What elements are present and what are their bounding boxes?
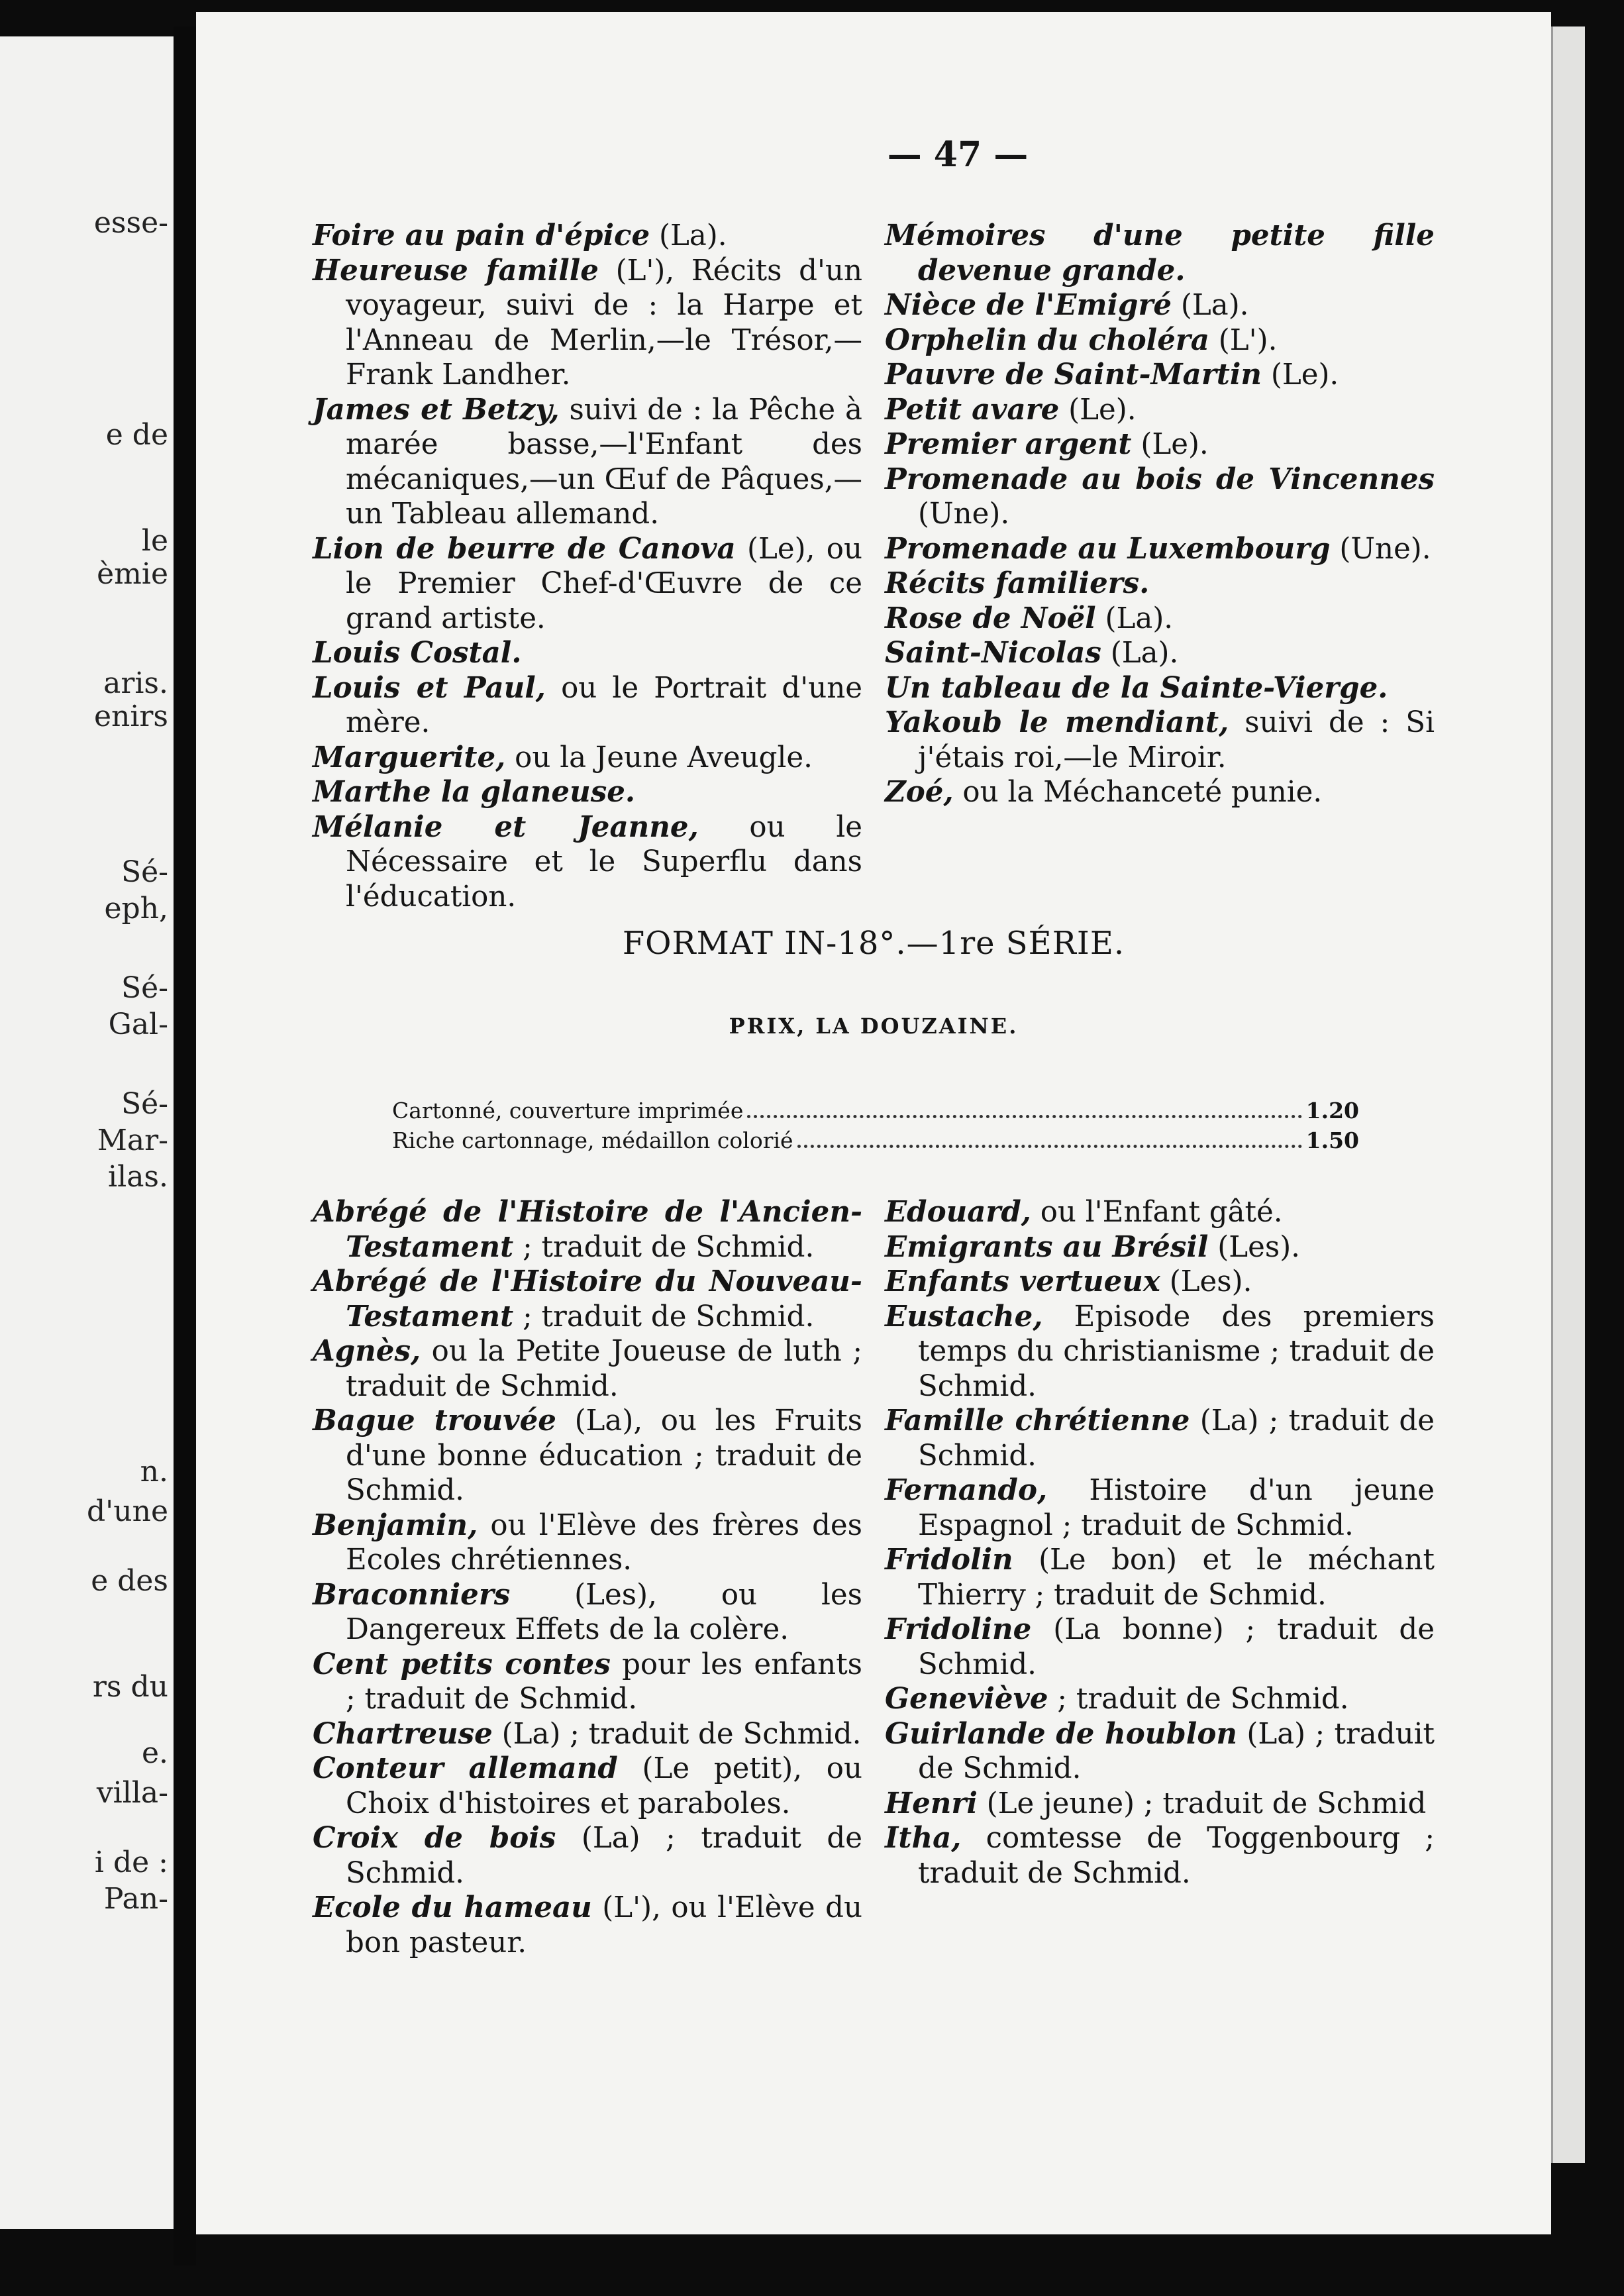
price-heading: PRIX, LA DOUZAINE. — [729, 1014, 1019, 1039]
price-value: 1.20 — [1305, 1098, 1359, 1123]
entry-text: ou la Petite Joueuse de luth ; traduit de Schmid. — [346, 1335, 862, 1403]
entry-title: Un tableau de la Sainte-Vierge. — [885, 670, 1388, 705]
entry-title: Eustache, — [885, 1299, 1043, 1333]
entry-text: (L'). — [1209, 323, 1278, 357]
entry-text: (Le). — [1059, 393, 1137, 427]
entry-title: Fernando, — [885, 1473, 1048, 1507]
entry-text: (Le). — [1131, 428, 1209, 461]
entry-title: Nièce de l'Emigré — [885, 288, 1172, 322]
entry-title: Saint-Nicolas — [885, 636, 1101, 670]
entry-text: (La). — [1101, 637, 1179, 670]
catalog-entry — [313, 1508, 862, 1578]
left-page-text: ilas. — [108, 1160, 168, 1194]
entry-text: (La) ; traduit de Schmid. — [346, 1822, 862, 1890]
left-page-text: e des — [91, 1564, 168, 1598]
left-page-text: Gal- — [108, 1008, 168, 1041]
catalog-entry — [885, 1543, 1435, 1612]
entry-title: Guirlande de houblon — [885, 1716, 1237, 1751]
catalog-entry — [885, 393, 1435, 428]
left-page-text: le — [141, 524, 168, 558]
catalog-entry — [885, 601, 1435, 637]
entry-title: Mémoires d'une petite fille devenue grande. — [885, 219, 1435, 287]
entry-text: (La) ; traduit de Schmid. — [918, 1404, 1435, 1473]
book-gutter — [174, 26, 196, 2266]
price-label: Riche cartonnage, médaillon colorié — [392, 1127, 793, 1153]
entry-title: Zoé, — [885, 775, 954, 809]
entry-title: Benjamin, — [313, 1508, 478, 1542]
entry-title: Premier argent — [885, 427, 1132, 461]
catalog-entry — [313, 741, 862, 776]
entry-title: Louis et Paul, — [313, 670, 546, 705]
catalog-entry — [313, 1717, 862, 1752]
catalog-entry — [885, 1404, 1435, 1473]
entry-text: (Le), ou le Premier Chef-d'Œuvre de ce grand artiste. — [346, 532, 863, 635]
catalog-entry — [885, 219, 1435, 288]
left-page-text: Pan- — [103, 1882, 168, 1916]
entry-text: (La). — [650, 219, 727, 252]
entry-title: Yakoub le mendiant, — [885, 705, 1229, 739]
left-page-text: eph, — [104, 892, 168, 925]
entry-text: Episode des premiers temps du christianisme ; traduit de Schmid. — [918, 1300, 1435, 1403]
price-list — [392, 1096, 1359, 1155]
entry-text: (La), ou les Fruits d'une bonne éducation ; traduit de Schmid. — [346, 1404, 862, 1507]
entry-title: James et Betzy, — [313, 392, 560, 427]
leader-dots — [797, 1145, 1302, 1148]
entry-text: (Le). — [1262, 358, 1339, 391]
entry-text: (Une). — [1330, 532, 1431, 566]
top-right-column — [885, 219, 1435, 810]
catalog-entry — [885, 1612, 1435, 1682]
catalog-entry — [313, 1195, 862, 1265]
left-page-text: Sé- — [121, 1087, 168, 1121]
left-page-text: enirs — [93, 700, 168, 733]
catalog-entry — [885, 1195, 1435, 1230]
catalog-entry — [313, 1334, 862, 1404]
entry-title: Orphelin du choléra — [885, 323, 1209, 357]
catalog-page — [196, 12, 1551, 2234]
catalog-entry — [885, 566, 1435, 601]
entry-title: Chartreuse — [313, 1716, 493, 1751]
catalog-entry — [885, 705, 1435, 775]
format-heading: FORMAT IN-18°.—1re SÉRIE. — [622, 925, 1125, 962]
entry-text: suivi de : Si j'étais roi,—le Miroir. — [918, 706, 1435, 774]
left-page-text: d'une — [87, 1494, 168, 1528]
bottom-right-column — [885, 1195, 1435, 1891]
entry-title: Récits familiers. — [885, 566, 1150, 600]
entry-title: Enfants vertueux — [885, 1265, 1160, 1298]
entry-title: Agnès, — [313, 1334, 421, 1368]
entry-title: Marguerite, — [313, 740, 506, 774]
entry-title: Abrégé de l'Histoire du Nouveau-Testament — [313, 1265, 862, 1333]
entry-text: (La). — [1095, 601, 1174, 635]
entry-text: (La). — [1172, 289, 1249, 322]
entry-text: ou le Nécessaire et le Superflu dans l'éducation. — [346, 810, 862, 913]
catalog-entry — [885, 1717, 1435, 1787]
catalog-entry — [885, 288, 1435, 323]
catalog-entry — [313, 1265, 862, 1334]
entry-title: Abrégé de l'Histoire de l'Ancien-Testament — [313, 1195, 862, 1264]
entry-title: Braconniers — [313, 1577, 511, 1612]
leader-dots — [747, 1115, 1301, 1118]
catalog-entry — [313, 1751, 862, 1821]
entry-title: Conteur allemand — [313, 1751, 618, 1785]
price-label: Cartonné, couverture imprimée — [392, 1098, 744, 1123]
catalog-entry — [885, 1473, 1435, 1543]
left-page-text: e de — [105, 418, 168, 452]
entry-text: suivi de : la Pêche à marée basse,—l'Enfant des mécaniques,—un Œuf de Pâques,—un Tableau allemand. — [346, 393, 862, 531]
entry-title: Edouard, — [885, 1195, 1031, 1229]
entry-title: Petit avare — [885, 392, 1060, 427]
entry-text: Histoire d'un jeune Espagnol ; traduit de Schmid. — [918, 1474, 1435, 1542]
entry-title: Fridoline — [885, 1612, 1032, 1646]
catalog-entry — [313, 810, 862, 915]
catalog-entry — [885, 358, 1435, 393]
catalog-entry — [313, 636, 862, 671]
left-page-text: esse- — [93, 206, 168, 240]
catalog-entry — [885, 532, 1435, 567]
left-page-text: aris. — [103, 666, 168, 700]
entry-text: (Les). — [1208, 1230, 1301, 1264]
entry-text: ou la Méchanceté punie. — [953, 776, 1323, 809]
entry-title: Famille chrétienne — [885, 1404, 1190, 1437]
left-page-text: èmie — [97, 557, 168, 591]
entry-text: (Le petit), ou Choix d'histoires et paraboles. — [346, 1752, 862, 1820]
left-page-text: Sé- — [121, 971, 168, 1005]
catalog-entry — [313, 1578, 862, 1647]
price-row — [392, 1096, 1359, 1125]
entry-title: Pauvre de Saint-Martin — [885, 358, 1262, 391]
catalog-entry — [885, 1230, 1435, 1265]
entry-title: Louis Costal. — [313, 636, 522, 670]
catalog-entry — [313, 1404, 862, 1508]
catalog-entry — [885, 427, 1435, 462]
entry-text: (Une). — [918, 497, 1010, 531]
entry-text: ; traduit de Schmid. — [1048, 1683, 1349, 1716]
price-row — [392, 1125, 1359, 1155]
top-left-column — [313, 219, 862, 914]
catalog-entry — [313, 532, 862, 637]
entry-text: (La) ; traduit de Schmid. — [918, 1717, 1435, 1785]
catalog-entry — [313, 1891, 862, 1960]
entry-title: Cent petits contes — [313, 1647, 611, 1681]
entry-title: Foire au pain d'épice — [313, 219, 650, 252]
catalog-entry — [885, 671, 1435, 706]
left-page-text: e. — [141, 1736, 168, 1770]
entry-title: Bague trouvée — [313, 1404, 556, 1437]
left-page-text: rs du — [92, 1670, 168, 1704]
page-number: — 47 — — [887, 134, 1029, 175]
entry-title: Heureuse famille — [313, 253, 599, 287]
entry-text: ou l'Enfant gâté. — [1031, 1196, 1283, 1229]
catalog-entry — [313, 775, 862, 810]
entry-text: (L'), Récits d'un voyageur, suivi de : la Harpe et l'Anneau de Merlin,—le Trésor,—Frank Landher. — [346, 254, 862, 391]
catalog-entry — [313, 1647, 862, 1717]
entry-title: Fridolin — [885, 1543, 1013, 1577]
entry-title: Promenade au bois de Vincennes — [885, 462, 1435, 496]
entry-title: Ecole du hameau — [313, 1891, 592, 1924]
catalog-entry — [313, 219, 862, 254]
entry-text: pour les enfants ; traduit de Schmid. — [346, 1647, 862, 1716]
entry-text: ; traduit de Schmid. — [513, 1300, 815, 1333]
left-page-text: i de : — [94, 1846, 168, 1879]
catalog-entry — [885, 1821, 1435, 1891]
entry-text: (La bonne) ; traduit de Schmid. — [918, 1613, 1435, 1681]
entry-title: Croix de bois — [313, 1821, 556, 1855]
entry-text: (Le bon) et le méchant Thierry ; traduit de Schmid. — [918, 1543, 1435, 1612]
catalog-entry — [885, 1682, 1435, 1717]
entry-title: Henri — [885, 1786, 978, 1820]
left-page-text: n. — [140, 1455, 168, 1488]
catalog-entry — [313, 1821, 862, 1891]
entry-text: ; traduit de Schmid. — [513, 1230, 815, 1264]
left-page-text: Mar- — [97, 1123, 168, 1157]
entry-title: Promenade au Luxembourg — [885, 531, 1331, 566]
entry-text: (Les), ou les Dangereux Effets de la colère. — [346, 1578, 862, 1646]
catalog-entry — [885, 1265, 1435, 1300]
left-page-text: Sé- — [121, 855, 168, 889]
bottom-left-column — [313, 1195, 862, 1960]
catalog-entry — [885, 636, 1435, 671]
entry-title: Geneviève — [885, 1682, 1048, 1716]
catalog-entry — [885, 775, 1435, 810]
entry-title: Rose de Noël — [885, 601, 1096, 635]
catalog-entry — [885, 1787, 1435, 1822]
catalog-entry — [885, 1300, 1435, 1404]
entry-title: Itha, — [885, 1821, 962, 1855]
catalog-entry — [313, 671, 862, 741]
entry-title: Mélanie et Jeanne, — [313, 809, 699, 844]
entry-text: ou la Jeune Aveugle. — [505, 741, 813, 774]
catalog-entry — [313, 254, 862, 393]
entry-text: ou l'Elève des frères des Ecoles chrétiennes. — [346, 1508, 862, 1577]
entry-text: comtesse de Toggenbourg ; traduit de Schmid. — [918, 1822, 1435, 1890]
entry-text: (L'), ou l'Elève du bon pasteur. — [346, 1891, 862, 1959]
entry-text: (La) ; traduit de Schmid. — [492, 1717, 862, 1751]
entry-title: Lion de beurre de Canova — [313, 531, 736, 566]
catalog-entry — [885, 323, 1435, 358]
catalog-entry — [885, 462, 1435, 532]
price-value: 1.50 — [1305, 1127, 1359, 1153]
left-page-fragment — [0, 36, 174, 2229]
entry-title: Emigrants au Brésil — [885, 1229, 1209, 1264]
left-page-text: villa- — [96, 1776, 168, 1810]
page-edge — [1551, 26, 1585, 2163]
entry-text: (Les). — [1160, 1265, 1252, 1298]
entry-text: (Le jeune) ; traduit de Schmid — [977, 1787, 1427, 1820]
entry-text: ou le Portrait d'une mère. — [346, 671, 862, 739]
catalog-entry — [313, 393, 862, 532]
entry-title: Marthe la glaneuse. — [313, 775, 636, 809]
